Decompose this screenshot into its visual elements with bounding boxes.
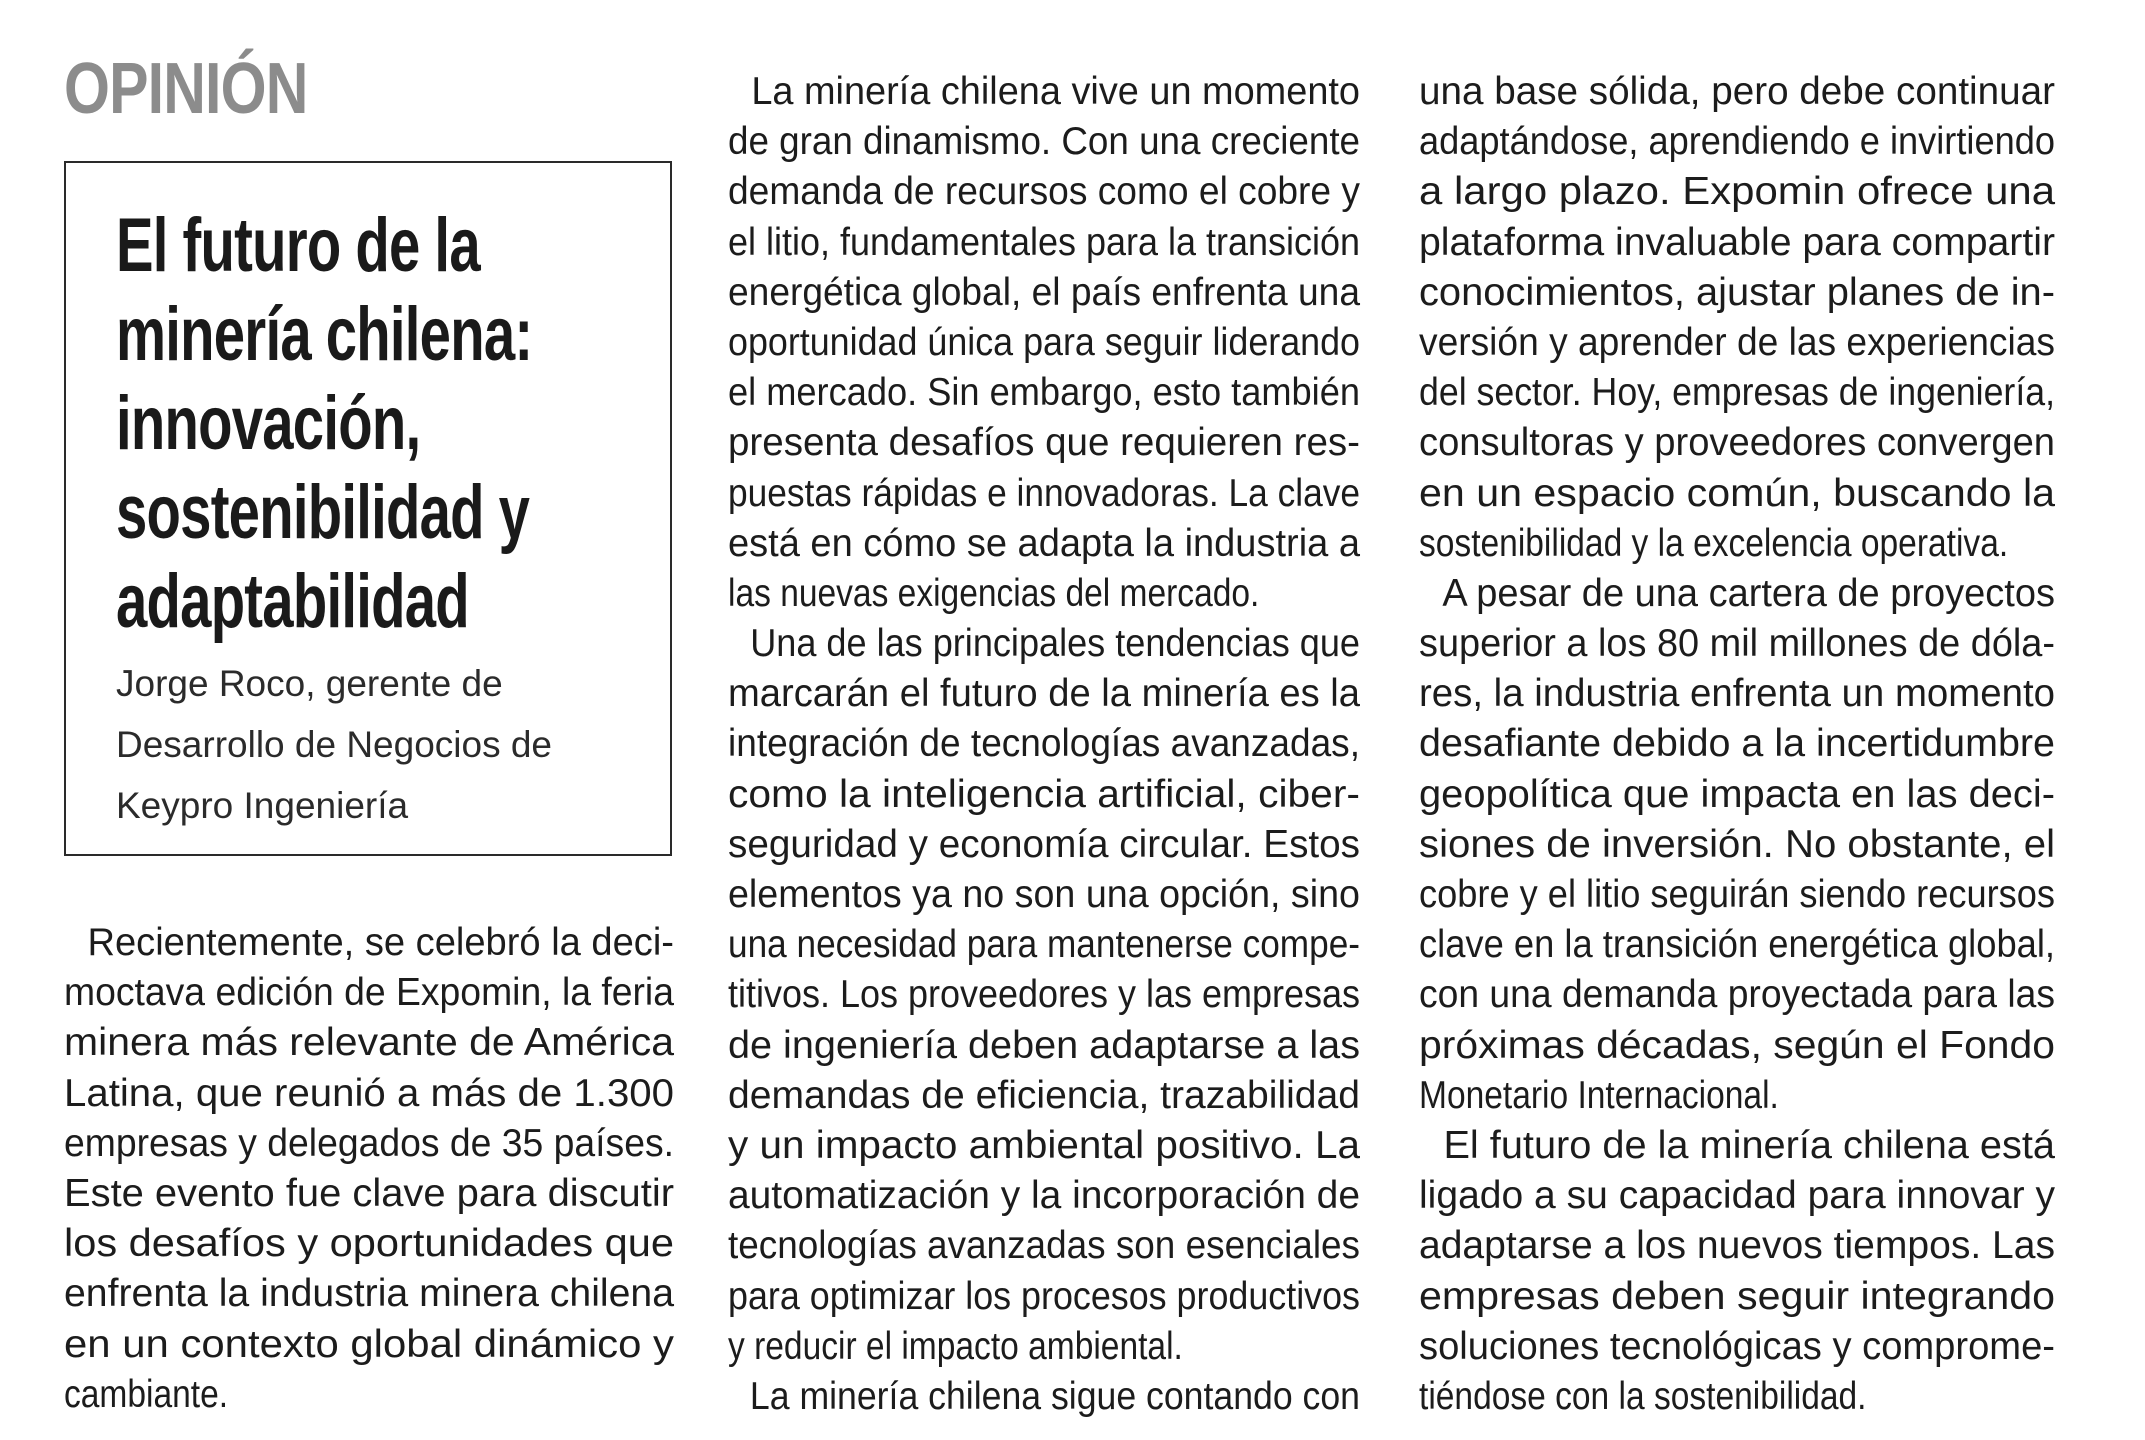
text-line: ligado a su capacidad para innovar y: [1419, 1174, 2055, 1218]
headline-line: adaptabilidad: [116, 559, 469, 644]
text-line: siones de inversión. No obstante, el: [1419, 822, 2055, 866]
text-line: puestas rápidas e innovadoras. La clave: [728, 471, 1360, 515]
author-byline: [116, 653, 656, 836]
text-line: para optimizar los procesos productivos: [728, 1274, 1360, 1318]
text-line: integración de tecnologías avanzadas,: [728, 722, 1360, 766]
headline-line: El futuro de la: [116, 203, 480, 288]
text-line: A pesar de una cartera de proyectos: [1442, 571, 2055, 615]
text-line: cobre y el litio seguirán siendo recursos: [1419, 873, 2055, 916]
article-headline: [116, 201, 678, 646]
article-column-3: [1419, 67, 2055, 1422]
text-line: Recientemente, se celebró la deci-: [87, 921, 674, 964]
text-line: próximas décadas, según el Fondo: [1419, 1023, 2055, 1067]
byline-line: Keypro Ingeniería: [116, 785, 409, 826]
byline-line: Jorge Roco, gerente de: [116, 663, 503, 704]
text-line: del sector. Hoy, empresas de ingeniería,: [1419, 371, 2055, 415]
text-line: La minería chilena vive un momento: [751, 70, 1360, 113]
text-line: geopolítica que impacta en las deci-: [1419, 772, 2055, 816]
section-label: OPINIÓN: [64, 49, 308, 129]
text-line: clave en la transición energética global,: [1419, 923, 2055, 967]
byline-line: Desarrollo de Negocios de: [116, 724, 553, 765]
text-line: consultoras y proveedores convergen: [1419, 421, 2055, 465]
headline-box: [64, 161, 672, 856]
text-line: soluciones tecnológicas y comprome-: [1419, 1324, 2055, 1368]
article-column-2: [728, 67, 1360, 1422]
text-line: versión y aprender de las experiencias: [1419, 320, 2055, 364]
text-line: empresas y delegados de 35 países.: [64, 1121, 674, 1165]
text-line: automatización y la incorporación de: [728, 1174, 1360, 1218]
text-line: como la inteligencia artificial, ciber-: [728, 772, 1360, 816]
text-line: y un impacto ambiental positivo. La: [728, 1123, 1360, 1167]
text-line: y reducir el impacto ambiental.: [728, 1324, 1183, 1368]
text-line: una necesidad para mantenerse compe-: [728, 923, 1360, 967]
text-line: superior a los 80 mil millones de dóla-: [1419, 622, 2055, 666]
text-line: desafiante debido a la incertidumbre: [1419, 722, 2055, 766]
text-line: El futuro de la minería chilena está: [1443, 1123, 2055, 1167]
text-line: conocimientos, ajustar planes de in-: [1419, 270, 2055, 314]
text-line: enfrenta la industria minera chilena: [64, 1272, 674, 1316]
text-line: a largo plazo. Expomin ofrece una: [1419, 170, 2055, 214]
text-line: La minería chilena sigue contando con: [749, 1374, 1360, 1418]
text-line: tiéndose con la sostenibilidad.: [1419, 1374, 1867, 1418]
text-line: de ingeniería deben adaptarse a las: [728, 1023, 1360, 1067]
text-line: presenta desafíos que requieren res-: [728, 421, 1360, 465]
headline-line: sostenibilidad y: [116, 470, 530, 555]
headline-line: innovación,: [116, 381, 421, 466]
text-line: empresas deben seguir integrando: [1419, 1274, 2055, 1318]
text-line: de gran dinamismo. Con una creciente: [728, 120, 1360, 164]
text-line: sostenibilidad y la excelencia operativa.: [1419, 521, 2009, 565]
text-line: una base sólida, pero debe continuar: [1419, 70, 2055, 113]
text-line: Monetario Internacional.: [1419, 1073, 1779, 1117]
text-line: minera más relevante de América: [64, 1021, 674, 1065]
text-line: con una demanda proyectada para las: [1419, 973, 2055, 1017]
text-line: los desafíos y oportunidades que: [64, 1222, 674, 1266]
text-line: marcarán el futuro de la minería es la: [728, 672, 1360, 716]
text-line: seguridad y economía circular. Estos: [728, 822, 1360, 866]
text-line: adaptarse a los nuevos tiempos. Las: [1419, 1224, 2055, 1268]
text-line: res, la industria enfrenta un momento: [1419, 672, 2055, 716]
text-line: plataforma invaluable para compartir: [1419, 220, 2055, 264]
text-line: está en cómo se adapta la industria a: [728, 521, 1360, 565]
text-line: en un contexto global dinámico y: [64, 1322, 674, 1366]
text-line: tecnologías avanzadas son esenciales: [728, 1224, 1360, 1268]
text-line: Este evento fue clave para discutir: [64, 1171, 674, 1215]
text-line: el litio, fundamentales para la transición: [728, 220, 1360, 264]
text-line: el mercado. Sin embargo, esto también: [728, 371, 1360, 415]
text-line: cambiante.: [64, 1372, 229, 1416]
text-line: demandas de eficiencia, trazabilidad: [728, 1073, 1360, 1117]
text-line: Latina, que reunió a más de 1.300: [64, 1071, 674, 1115]
headline-line: minería chilena:: [116, 292, 533, 377]
article-column-1: [64, 918, 674, 1420]
text-line: titivos. Los proveedores y las empresas: [728, 973, 1360, 1017]
text-line: moctava edición de Expomin, la feria: [64, 971, 674, 1015]
text-line: energética global, el país enfrenta una: [728, 270, 1360, 314]
text-line: demanda de recursos como el cobre y: [728, 170, 1360, 214]
text-line: adaptándose, aprendiendo e invirtiendo: [1419, 120, 2055, 164]
text-line: elementos ya no son una opción, sino: [728, 873, 1360, 916]
text-line: Una de las principales tendencias que: [750, 622, 1360, 666]
text-line: en un espacio común, buscando la: [1419, 471, 2055, 515]
text-line: oportunidad única para seguir liderando: [728, 320, 1360, 364]
text-line: las nuevas exigencias del mercado.: [728, 571, 1260, 615]
